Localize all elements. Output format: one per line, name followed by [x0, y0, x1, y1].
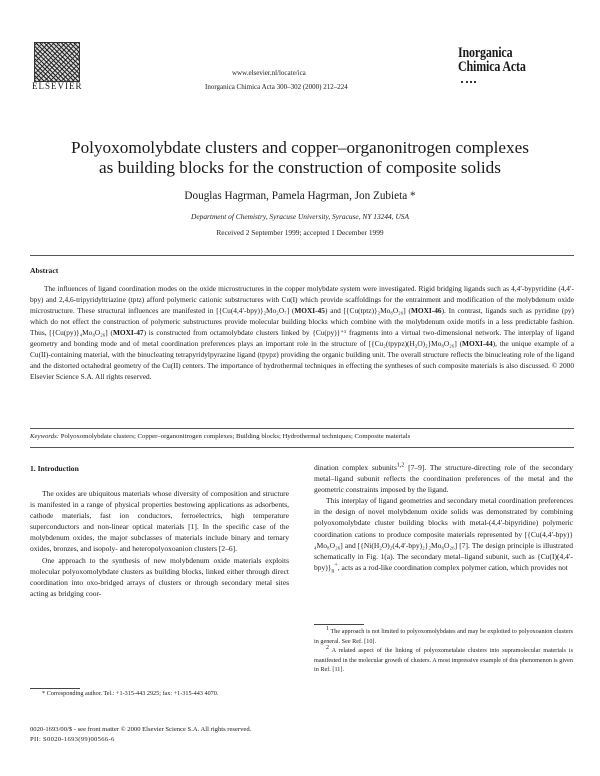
footnote-ref[interactable]: 1,2	[396, 462, 405, 469]
journal-url[interactable]: www.elsevier.nl/locate/ica	[232, 69, 306, 77]
compound-label: MOXI-45	[294, 306, 325, 316]
intro-paragraph-continued	[314, 462, 573, 495]
paragraph-text: [7–9]. The structure-directing role of the secondary metal–ligand subunit reflects the coordination preferences of the metal and the geometric constraints imposed by the ligand.	[314, 463, 573, 495]
right-column	[314, 462, 573, 577]
keywords-divider-bottom	[30, 447, 574, 448]
journal-name-line1: Inorganica	[458, 45, 513, 61]
paragraph-text: dination complex subunits	[314, 463, 397, 472]
left-column	[30, 488, 289, 599]
journal-citation: Inorganica Chimica Acta 300–302 (2000) 212–224	[205, 83, 348, 91]
abstract-heading: Abstract	[30, 266, 59, 275]
keywords-label: Keywords:	[30, 433, 59, 440]
article-title	[40, 138, 560, 178]
publisher-name: ELSEVIER	[32, 81, 83, 91]
footnote-2	[314, 646, 573, 675]
elsevier-tree-logo	[34, 42, 80, 82]
compound-label: MOXI-46	[410, 306, 442, 316]
compound-label: MOXI-47	[112, 328, 144, 338]
footnotes	[314, 627, 573, 675]
paragraph-text: This interplay of ligand geometries and secondary metal coordination preferences in the design of novel molybdenum oxide solids was demonstrated by combining polyoxomolybdate cluster building blocks with metal-(4,4′-bipyridine) polymeric coordination cations to produce composite materials represented by [{Cu(4,4′-bpy)}₄Mo₈O₂₆] and [{Ni(H₂O)₂(4,4′-bpy)₂}₂Mo₈O₂₆] [7]. The design principle is illustrated schematically in Fig. 1(a). The secondary metal–ligand subunit, such as {Cu(I)(4,4′-bpy)}	[314, 496, 573, 572]
footnote-text: The approach is not limited to polyoxomolybdates and may be exploited to polyoxoanion clusters in general. See Ref. [10].	[314, 628, 573, 645]
abstract-text-part: ) and [{Cu(tptz)}₂Mo₈O₂₆] (	[324, 306, 411, 316]
footnote-mark: 2	[326, 645, 329, 652]
abstract-text-part: ). In contrast, ligands such as pyridine (py) which do not effect the construction of polymeric substructures provide molecular building blocks which combine with the molybdenum oxide motifs in a less predictable fashion. Thus, [{Cu(py)}₄Mo₈O₂₆] (	[30, 306, 574, 338]
abstract-text	[30, 283, 574, 382]
keywords	[30, 433, 574, 440]
intro-paragraph-1: The oxides are ubiquitous materials whose diversity of composition and structure is manifested in a range of physical properties bestowing applications as adsorbents, cathode materials, fast ion conductors, ferroelectrics, high temperature superconductors and non-linear optical materials [1]. In the specific case of the molybdenum oxides, the major subclasses of materials include binary and ternary oxides, bronzes, and isopoly- and heteropolyoxoanion clusters [2–6].	[30, 489, 289, 554]
keywords-divider-top	[30, 428, 574, 429]
footnote-rule-right	[314, 624, 364, 625]
issn-line: 0020-1693/00/$ - see front matter © 2000 Elsevier Science S.A. All rights reserved.	[30, 726, 252, 733]
journal-logo-rule	[461, 81, 476, 83]
title-line-2: as building blocks for the construction of composite solids	[99, 158, 501, 177]
received-dates: Received 2 September 1999; accepted 1 December 1999	[216, 228, 384, 237]
title-line-1: Polyoxomolybdate clusters and copper–organonitrogen complexes	[71, 138, 529, 157]
intro-paragraph-2: One approach to the synthesis of new molybdenum oxide materials exploits molecular polyoxomolybdate clusters as building blocks, linked either through direct coordination into oxo-bridged arrays of clusters or through secondary metal sites acting as bridging coor-	[30, 555, 289, 598]
journal-name-line2: Chimica Acta	[458, 59, 526, 75]
intro-paragraph-3	[314, 495, 573, 577]
footnote-mark: 1	[326, 625, 329, 632]
top-divider	[30, 255, 574, 256]
compound-label: MOXI-44	[462, 339, 493, 349]
superscript: +	[334, 562, 338, 569]
pii-line: PII: S0020-1693(99)00566-6	[30, 736, 115, 743]
journal-logo	[458, 46, 546, 74]
affiliation: Department of Chemistry, Syracuse University, Syracuse, NY 13244, USA	[191, 212, 409, 221]
abstract-text-part: ) is constructed from octamolybdate clusters linked by {Cu(py)}⁺¹ fragments into a virtual two-dimensional network. The interplay of ligand geometry and bonding mode and of metal coordination preferences plays an important role in the structure of [{Cu₂(tpypz)(H₂O)₂}Mo₈O₂₆] (	[30, 328, 574, 349]
footnote-text: A related aspect of the linking of polyoxometalate clusters into supramolecular materials is manifested in the molecular growth of clusters. A most impressive example of this phenomenon is given in Ref. [11].	[314, 647, 573, 674]
footnote-1	[314, 627, 573, 646]
abstract-text-part: The influences of ligand coordination modes on the oxide microstructures in the copper molybdate system were investigated. Rigid bridging ligands such as 4,4′-bypyridine (4,4′-bpy) and 2,4,6-tripyridyltriazine (tptz) afford polymeric cationic substructures with Cu(I) which provide scaffoldings for the entrainment and modification of the molybdenum oxide microstructure. These structural influences are manifested in [{Cu(4,4′-bpy)}₂Mo₂O₇] (	[30, 284, 574, 316]
paragraph-text: , acts as a rod-like coordination complex polymer cation, which provides not	[337, 562, 568, 572]
section-heading-introduction: 1. Introduction	[30, 464, 79, 473]
abstract-text-part: ), the unique example of a Cu(II)-containing material, with the binucleating tetrapyridylpyrazine ligand (tpypz) providing the organic building unit. The overall structure reflects the binucleating role of the ligand and the distorted octahedral geometry of the Cu(II) centers. The importance of hydrothermal techniques in effecting the syntheses of such composite materials is also discussed. © 2000 Elsevier Science S.A. All rights reserved.	[30, 339, 574, 382]
subscript: n	[331, 568, 335, 575]
keywords-list: Polyoxomolybdate clusters; Copper–organonitrogen complexes; Building blocks; Hydrothermal techniques; Composite materials	[59, 433, 411, 440]
author-list: Douglas Hagrman, Pamela Hagrman, Jon Zubieta *	[184, 190, 416, 202]
corresponding-author-note: * Corresponding author. Tel.: +1-315-443 2925; fax: +1-315-443 4070.	[42, 690, 219, 697]
